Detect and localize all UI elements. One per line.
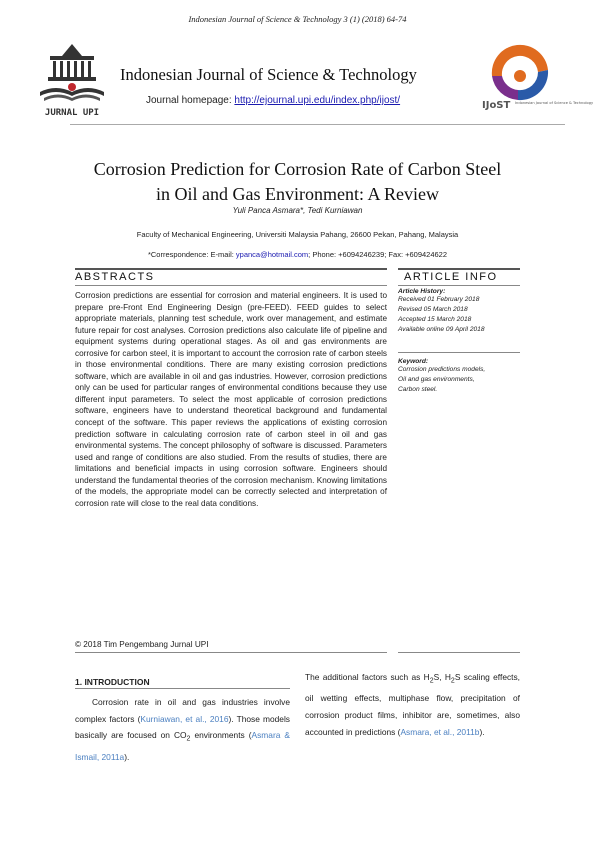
journal-title: Indonesian Journal of Science & Technology bbox=[120, 65, 417, 84]
abstract-bottom-rule bbox=[75, 652, 387, 653]
history-revised: Revised 05 March 2018 bbox=[398, 306, 468, 313]
abstract-heading-rule bbox=[75, 285, 387, 286]
ijost-emblem-icon bbox=[478, 40, 594, 111]
article-info-heading-rule bbox=[398, 285, 520, 286]
svg-text:Indonesian Journal of Science: Indonesian Journal of Science & Technology bbox=[515, 101, 594, 105]
keywords-block bbox=[398, 358, 485, 395]
authors: Yuli Panca Asmara*, Tedi Kurniawan bbox=[232, 206, 363, 215]
abstract-top-rule bbox=[75, 268, 387, 270]
introduction-left-paragraph: Corrosion rate in oil and gas industries involve complex factors (Kurniawan, et al., 2016). Those models basically are focused on $CO_2$ environments (Asmara & Ismail, 2011a). bbox=[75, 697, 290, 762]
homepage-link[interactable]: http://ejournal.upi.edu/index.php/ijost/ bbox=[234, 95, 401, 106]
citation-link[interactable]: Kurniawan, et al., 2016 bbox=[140, 713, 229, 724]
article-history bbox=[398, 288, 485, 335]
svg-text:JURNAL UPI: JURNAL UPI bbox=[44, 108, 100, 118]
history-received: Received 01 February 2018 bbox=[398, 296, 480, 303]
introduction-heading: 1. INTRODUCTION bbox=[75, 677, 150, 687]
jurnal-upi-logo bbox=[32, 40, 112, 120]
introduction-right-paragraph: The additional factors such as $H_2S$, $H_2S$ scaling effects, oil wetting effects, multiphase flow, precipitation of corrosion product films, inhibitor are, sometimes, also accounted in predictions (Asmara, et al., 2011b). bbox=[305, 672, 520, 737]
keywords-label: Keyword: bbox=[398, 358, 429, 365]
paper-title-line-2: in Oil and Gas Environment: A Review bbox=[156, 184, 439, 204]
article-info-top-rule bbox=[398, 268, 520, 270]
correspondence-email-link[interactable]: ypanca@hotmail.com bbox=[235, 250, 309, 259]
citation-link[interactable]: Asmara & Ismail, 2011a bbox=[75, 730, 290, 762]
abstract-copyright: © 2018 Tim Pengembang Jurnal UPI bbox=[75, 640, 209, 649]
running-head: Indonesian Journal of Science & Technology 3 (1) (2018) 64-74 bbox=[188, 14, 407, 24]
journal-homepage bbox=[146, 95, 400, 106]
history-accepted: Accepted 15 March 2018 bbox=[398, 316, 472, 323]
header-divider bbox=[70, 124, 565, 125]
abstract-text: Corrosion predictions are essential for corrosion and material engineers. It is used to prepare pre-Front End Engineering Design (pre-FEED). FEED guides to select appropriate materials, planning test schedule, work over management, and estimate future repair for cost analyses. Corrosion predictions also calculate life of pipeline and equipment systems during operational stages. As oil and gas environments are corrosive for carbon steel, it is important to account the corrosion rate of carbon steels in those environmental conditions. There are many existing corrosion predictions software, which are available in oil and gas industries. However, corrosion predictions only can be used for particular ranges of environmental conditions because they use different input parameters. To select the most applicable of corrosion predictions software, engineers have to understand theoretical background and fundamental concept of the software. This paper reviews the applications of existing corrosion prediction software in calculating corrosion rate of carbon steel in oil and gas environmental systems. The concept philosophy of software is discussed. Parameters used and range of conditions are also studied. From the results of studies, there are limitations and beneficial impacts in using corrosion software. Engineers should understand the fundamental theories of the corrosion mechanism. Knowing limitations of the models, the appropriate model can be correctly selected and interpretation of corrosion rate will close to the real data conditions. bbox=[75, 291, 387, 508]
correspondence-suffix: ; Phone: +6094246239; Fax: +609424622 bbox=[308, 250, 448, 259]
keyword-item: Oil and gas environments, bbox=[398, 376, 475, 383]
article-info-heading: ARTICLE INFO bbox=[404, 271, 498, 283]
paper-title-line-1: Corrosion Prediction for Corrosion Rate of Carbon Steel bbox=[93, 159, 502, 179]
paper-title bbox=[40, 157, 555, 207]
history-available-online: Available online 09 April 2018 bbox=[398, 326, 485, 333]
affiliation: Faculty of Mechanical Engineering, Universiti Malaysia Pahang, 26600 Pekan, Pahang, Malaysia bbox=[136, 230, 459, 239]
svg-text:IJoST: IJoST bbox=[482, 100, 511, 111]
correspondence bbox=[0, 250, 595, 259]
article-info-bottom-rule bbox=[398, 652, 520, 653]
introduction-heading-rule bbox=[75, 688, 290, 689]
upi-emblem-icon bbox=[32, 40, 112, 120]
correspondence-prefix: *Correspondence: E-mail: bbox=[147, 250, 236, 259]
homepage-label: Journal homepage: bbox=[146, 95, 235, 106]
abstract-heading: ABSTRACTS bbox=[75, 271, 155, 283]
article-history-label: Article History: bbox=[398, 288, 446, 295]
ijost-logo bbox=[478, 40, 594, 111]
article-info-mid-rule bbox=[398, 352, 520, 353]
citation-link[interactable]: Asmara, et al., 2011b bbox=[400, 726, 480, 737]
keyword-item: Carbon steel. bbox=[398, 386, 438, 393]
keyword-item: Corrosion predictions models, bbox=[398, 366, 486, 373]
